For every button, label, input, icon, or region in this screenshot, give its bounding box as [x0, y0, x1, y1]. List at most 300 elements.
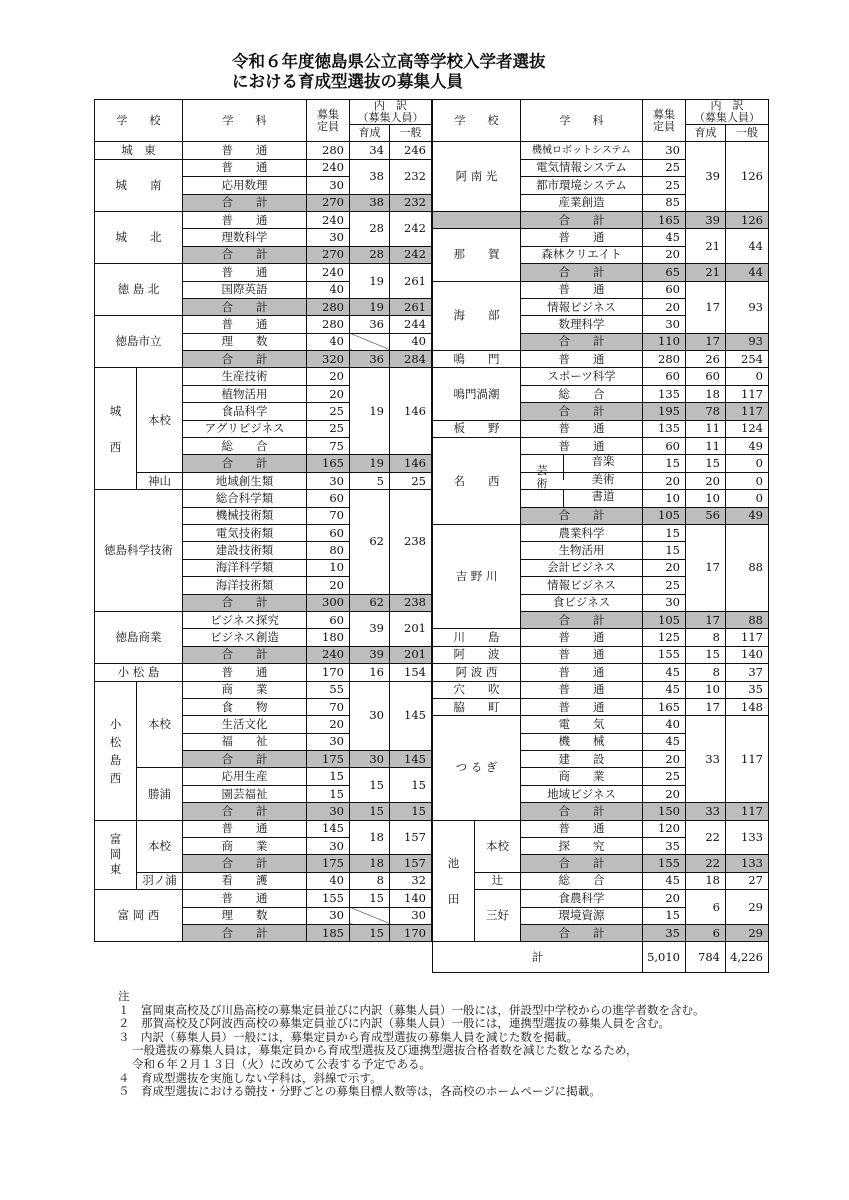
total-ippan: 238 [390, 594, 432, 611]
total-ikusei: 15 [350, 924, 390, 941]
campus-name: 勝浦 [137, 768, 183, 820]
total-ippan: 49 [726, 507, 769, 524]
dept-name: 食ビジネス [521, 594, 643, 611]
dept-name: 普 通 [521, 351, 643, 368]
ikusei-cell: 30 [350, 681, 390, 751]
total-capacity: 30 [307, 803, 350, 820]
dept-name: 応用生産 [183, 768, 307, 785]
header-ikusei: 育成 [350, 125, 390, 142]
total-capacity: 240 [307, 646, 350, 663]
total-capacity: 105 [643, 611, 686, 628]
capacity-cell: 45 [643, 733, 686, 750]
header-ippan: 一般 [390, 125, 432, 142]
total-ikusei: 30 [350, 751, 390, 768]
capacity-cell: 30 [307, 177, 350, 194]
school-name: 徳 島 北 [95, 264, 183, 316]
dept-name: 看 護 [183, 872, 307, 889]
dept-name: 書道 [591, 489, 615, 504]
ippan-cell: 148 [726, 698, 769, 715]
ippan-cell: 201 [390, 611, 432, 646]
ikusei-cell: 26 [686, 351, 726, 368]
ikusei-cell: 15 [686, 646, 726, 663]
ikusei-cell: 28 [350, 211, 390, 246]
ippan-cell: 232 [390, 159, 432, 194]
dept-name: 建 設 [521, 751, 643, 768]
capacity-cell: 20 [643, 246, 686, 263]
total-capacity: 165 [307, 455, 350, 472]
total-ippan: 29 [726, 924, 769, 941]
dept-name: 普 通 [183, 142, 307, 159]
capacity-cell: 30 [643, 142, 686, 159]
ippan-cell: 117 [726, 716, 769, 803]
geijutsu-label-spacer [521, 490, 564, 506]
capacity-cell: 15 [307, 785, 350, 802]
dept-name: 普 通 [183, 159, 307, 176]
total-capacity: 300 [307, 594, 350, 611]
ippan-cell: 145 [390, 681, 432, 751]
capacity-cell: 20 [307, 368, 350, 385]
total-label: 合 計 [521, 924, 643, 941]
school-name: 穴 吹 [433, 681, 521, 698]
dept-name: 商 業 [521, 768, 643, 785]
dept-name: 音楽 [591, 454, 615, 469]
total-ippan: 284 [390, 351, 432, 368]
dept-name: 産業創造 [521, 194, 643, 211]
dept-name: 建設技術類 [183, 542, 307, 559]
capacity-cell: 35 [643, 838, 686, 855]
grand-total-ikusei: 784 [686, 942, 726, 973]
capacity-cell: 40 [307, 872, 350, 889]
school-name: 名 西 [433, 438, 521, 525]
dept-name: 地域創生類 [183, 472, 307, 489]
dept-name: 理 数 [183, 907, 307, 924]
capacity-cell: 280 [643, 351, 686, 368]
campus-name: 本校 [137, 820, 183, 872]
dept-name: 食 物 [183, 698, 307, 715]
school-name: 富 岡 東 [95, 820, 137, 890]
school-name: 城 北 [95, 211, 183, 263]
dept-name: 国際英語 [183, 281, 307, 298]
dept-name: 総 合 [521, 872, 643, 889]
capacity-cell: 20 [307, 716, 350, 733]
capacity-cell: 40 [307, 281, 350, 298]
total-capacity: 195 [643, 403, 686, 420]
total-label: 合 計 [521, 264, 643, 281]
capacity-cell: 60 [643, 368, 686, 385]
ippan-cell: 140 [726, 646, 769, 663]
dept-name: 普 通 [183, 890, 307, 907]
capacity-cell: 45 [643, 681, 686, 698]
total-ikusei: 17 [686, 333, 726, 350]
total-ikusei: 15 [350, 803, 390, 820]
dept-name: 森林クリエイト [521, 246, 643, 263]
total-ikusei: 38 [350, 194, 390, 211]
capacity-cell: 170 [307, 664, 350, 681]
total-capacity: 280 [307, 298, 350, 315]
capacity-cell: 80 [307, 542, 350, 559]
ippan-cell: 40 [390, 333, 432, 350]
total-ikusei: 62 [350, 594, 390, 611]
school-name: 城 西 [95, 368, 137, 490]
dept-name: 数理科学 [521, 316, 643, 333]
ippan-cell: 0 [726, 490, 769, 507]
capacity-cell: 20 [643, 890, 686, 907]
school-name: 城 南 [95, 159, 183, 211]
capacity-cell: 20 [643, 559, 686, 576]
dept-name: 植物活用 [183, 385, 307, 402]
dept-name: 普 通 [521, 629, 643, 646]
capacity-cell: 25 [643, 159, 686, 176]
ippan-cell: 93 [726, 281, 769, 333]
total-label: 合 計 [183, 803, 307, 820]
ippan-cell: 261 [390, 264, 432, 299]
total-ikusei: 19 [350, 298, 390, 315]
dept-name: 普 通 [183, 316, 307, 333]
capacity-cell: 125 [643, 629, 686, 646]
total-ikusei: 18 [350, 855, 390, 872]
capacity-cell: 60 [643, 438, 686, 455]
ippan-cell: 0 [726, 455, 769, 472]
dept-name: 食農科学 [521, 890, 643, 907]
ikusei-cell: 15 [686, 455, 726, 472]
capacity-cell: 60 [307, 490, 350, 507]
school-name: 阿 南 光 [433, 142, 521, 212]
capacity-cell: 45 [643, 229, 686, 246]
capacity-cell: 240 [307, 211, 350, 228]
dept-name: 総 合 [183, 438, 307, 455]
ippan-cell: 157 [390, 820, 432, 855]
total-label: 合 計 [521, 803, 643, 820]
title-line-1: 令和６年度徳島県公立高等学校入学者選抜 [232, 52, 546, 71]
dept-name: 園芸福祉 [183, 785, 307, 802]
school-name: 徳島商業 [95, 611, 183, 663]
dept-name: 普 通 [183, 664, 307, 681]
ippan-cell: 30 [390, 907, 432, 924]
ikusei-cell: 36 [350, 316, 390, 333]
ippan-cell: 32 [390, 872, 432, 889]
capacity-cell: 30 [307, 472, 350, 489]
capacity-cell: 20 [307, 385, 350, 402]
dept-name: 総合科学類 [183, 490, 307, 507]
capacity-cell: 15 [643, 542, 686, 559]
ippan-cell: 29 [726, 890, 769, 925]
diagonal-slash-cell [350, 333, 390, 350]
ikusei-cell: 38 [350, 159, 390, 194]
ikusei-cell: 19 [350, 264, 390, 299]
school-name: 吉 野 川 [433, 524, 521, 628]
total-ikusei: 22 [686, 855, 726, 872]
total-label: 合 計 [183, 455, 307, 472]
total-ikusei: 78 [686, 403, 726, 420]
ikusei-cell: 39 [350, 611, 390, 646]
total-capacity: 270 [307, 246, 350, 263]
school-name: 鳴門渦潮 [433, 368, 521, 420]
capacity-cell: 45 [643, 664, 686, 681]
capacity-cell: 135 [643, 420, 686, 437]
dept-name: 普 通 [183, 264, 307, 281]
school-name: 徳島市立 [95, 316, 183, 368]
dept-name: 普 通 [521, 664, 643, 681]
ikusei-cell: 15 [350, 768, 390, 803]
dept-name: 普 通 [521, 820, 643, 837]
capacity-cell: 25 [643, 768, 686, 785]
total-label: 合 計 [183, 751, 307, 768]
school-name: 城 東 [95, 142, 183, 159]
school-name: 小 松 島 [95, 664, 183, 681]
campus-name: 本校 [475, 820, 521, 872]
total-label: 合 計 [183, 924, 307, 941]
ippan-cell: 124 [726, 420, 769, 437]
total-ippan: 242 [390, 246, 432, 263]
capacity-cell: 280 [307, 142, 350, 159]
total-ippan: 15 [390, 803, 432, 820]
total-label: 合 計 [521, 855, 643, 872]
dept-name: 機械ロボットシステム [521, 142, 643, 159]
total-ikusei: 21 [686, 264, 726, 281]
header-school: 学 校 [95, 100, 183, 142]
ikusei-cell: 19 [350, 368, 390, 455]
total-capacity: 105 [643, 507, 686, 524]
school-total-spacer [433, 211, 521, 228]
dept-name: 都市環境システム [521, 177, 643, 194]
total-ikusei: 39 [686, 211, 726, 228]
ikusei-cell: 16 [350, 664, 390, 681]
capacity-cell: 20 [643, 785, 686, 802]
dept-name: 普 通 [521, 229, 643, 246]
capacity-cell: 30 [307, 229, 350, 246]
ikusei-cell: 18 [350, 820, 390, 855]
dept-name: 理数科学 [183, 229, 307, 246]
ikusei-cell: 10 [686, 490, 726, 507]
title-line-2: における育成型選抜の募集人員 [232, 72, 463, 91]
dept-name: 普 通 [183, 211, 307, 228]
total-capacity: 35 [643, 924, 686, 941]
capacity-cell: 240 [307, 264, 350, 281]
capacity-cell: 15 [643, 907, 686, 924]
total-ikusei: 33 [686, 803, 726, 820]
dept-name: 食品科学 [183, 403, 307, 420]
header-dept: 学 科 [521, 100, 643, 142]
capacity-cell: 135 [643, 385, 686, 402]
dept-name: 普 通 [521, 420, 643, 437]
ikusei-cell: 8 [686, 629, 726, 646]
capacity-cell: 20 [307, 577, 350, 594]
school-name: つ る ぎ [433, 716, 521, 820]
ippan-cell: 140 [390, 890, 432, 907]
dept-name: 電 気 [521, 716, 643, 733]
capacity-cell: 30 [307, 907, 350, 924]
dept-name: 環境資源 [521, 907, 643, 924]
notes-heading: 注 [118, 989, 130, 1003]
header-capacity: 募集 定員 [307, 100, 350, 142]
dept-name: 普 通 [521, 438, 643, 455]
ippan-cell: 126 [726, 142, 769, 212]
dept-name: ビジネス探究 [183, 611, 307, 628]
capacity-cell: 25 [643, 177, 686, 194]
capacity-cell: 280 [307, 316, 350, 333]
dept-name: 地域ビジネス [521, 785, 643, 802]
total-capacity: 175 [307, 855, 350, 872]
note-2: ２ 那賀高校及び阿波西高校の募集定員並びに内訳（募集人員）一般には，連携型選抜の募集人員を含む。 [118, 1016, 670, 1031]
school-name: 脇 町 [433, 698, 521, 715]
total-capacity: 270 [307, 194, 350, 211]
diagonal-slash-cell [350, 907, 390, 924]
total-capacity: 165 [643, 211, 686, 228]
capacity-cell: 25 [643, 577, 686, 594]
ippan-cell: 117 [726, 385, 769, 402]
school-name: 徳島科学技術 [95, 490, 183, 612]
dept-name: 普 通 [521, 681, 643, 698]
total-ippan: 170 [390, 924, 432, 941]
total-ippan: 145 [390, 751, 432, 768]
total-ippan: 201 [390, 646, 432, 663]
ippan-cell: 37 [726, 664, 769, 681]
arts-dept-cell [521, 463, 643, 490]
capacity-cell: 120 [643, 820, 686, 837]
total-ippan: 44 [726, 264, 769, 281]
ikusei-cell: 6 [686, 890, 726, 925]
school-name: 阿 波 [433, 646, 521, 663]
ikusei-cell: 17 [686, 281, 726, 333]
dept-name: 海洋技術類 [183, 577, 307, 594]
total-label: 合 計 [183, 194, 307, 211]
capacity-cell: 145 [307, 820, 350, 837]
header-capacity: 募集 定員 [643, 100, 686, 142]
total-label: 合 計 [521, 403, 643, 420]
arts-dept-cell [521, 490, 643, 507]
campus-name: 辻 [475, 872, 521, 889]
capacity-cell: 155 [307, 890, 350, 907]
dept-name: 普 通 [521, 646, 643, 663]
note-4: ４ 育成型選抜を実施しない学科は，斜線で示す。 [118, 1070, 382, 1085]
capacity-cell: 75 [307, 438, 350, 455]
total-label: 合 計 [183, 855, 307, 872]
capacity-cell: 180 [307, 629, 350, 646]
left-table [94, 99, 432, 942]
capacity-cell: 40 [643, 716, 686, 733]
capacity-cell: 15 [643, 524, 686, 541]
dept-name: 普 通 [521, 281, 643, 298]
school-name: 那 賀 [433, 229, 521, 281]
total-label: 合 計 [521, 507, 643, 524]
ikusei-cell: 18 [686, 385, 726, 402]
school-name: 川 島 [433, 629, 521, 646]
capacity-cell: 60 [307, 611, 350, 628]
total-ippan: 117 [726, 803, 769, 820]
dept-name: 商 業 [183, 681, 307, 698]
ikusei-cell: 8 [686, 664, 726, 681]
header-dept: 学 科 [183, 100, 307, 142]
ippan-cell: 133 [726, 820, 769, 855]
note-1: １ 富岡東高校及び川島高校の募集定員並びに内訳（募集人員）一般には，併設型中学校からの進学者数を含む。 [118, 1002, 705, 1017]
ikusei-cell: 18 [686, 872, 726, 889]
total-ippan: 88 [726, 611, 769, 628]
capacity-cell: 10 [307, 559, 350, 576]
total-label: 合 計 [521, 211, 643, 228]
ippan-cell: 117 [726, 629, 769, 646]
dept-name: 電気技術類 [183, 524, 307, 541]
dept-name: 電気情報システム [521, 159, 643, 176]
capacity-cell: 30 [643, 594, 686, 611]
total-ippan: 261 [390, 298, 432, 315]
total-label: 合 計 [183, 246, 307, 263]
capacity-cell: 40 [307, 333, 350, 350]
header-ikusei: 育成 [686, 125, 726, 142]
capacity-cell: 45 [643, 872, 686, 889]
ikusei-cell: 21 [686, 229, 726, 264]
dept-name: 生活文化 [183, 716, 307, 733]
total-capacity: 185 [307, 924, 350, 941]
ippan-cell: 27 [726, 872, 769, 889]
right-table [432, 99, 769, 973]
capacity-cell: 25 [307, 403, 350, 420]
ikusei-cell: 11 [686, 438, 726, 455]
ippan-cell: 246 [390, 142, 432, 159]
campus-name: 本校 [137, 368, 183, 472]
ikusei-cell: 5 [350, 472, 390, 489]
note-3: ３ 内訳（募集人員）一般には，募集定員から育成型選抜の募集人員を減じた数を掲載。 [118, 1029, 578, 1044]
school-name: 板 野 [433, 420, 521, 437]
note-3-date: 令和６年２月１３日（火）に改めて公表する予定である。 [132, 1056, 431, 1071]
ikusei-cell: 22 [686, 820, 726, 855]
capacity-cell: 20 [643, 751, 686, 768]
document-title [232, 52, 546, 92]
dept-name: 商 業 [183, 838, 307, 855]
total-ippan: 126 [726, 211, 769, 228]
dept-name: 美術 [591, 471, 615, 486]
campus-name: 本校 [137, 681, 183, 768]
header-school: 学 校 [433, 100, 521, 142]
ippan-cell: 15 [390, 768, 432, 803]
school-name: 富 岡 西 [95, 890, 183, 942]
total-label: 合 計 [521, 333, 643, 350]
capacity-cell: 70 [307, 507, 350, 524]
ippan-cell: 146 [390, 368, 432, 455]
total-label: 合 計 [183, 594, 307, 611]
ikusei-cell: 60 [686, 368, 726, 385]
capacity-cell: 15 [643, 455, 686, 472]
ippan-cell: 44 [726, 229, 769, 264]
total-label: 合 計 [183, 646, 307, 663]
ippan-cell: 88 [726, 524, 769, 611]
ikusei-cell: 11 [686, 420, 726, 437]
total-capacity: 175 [307, 751, 350, 768]
school-name: 鳴 門 [433, 351, 521, 368]
ikusei-cell: 33 [686, 716, 726, 803]
school-name: 池 田 [433, 820, 475, 942]
ippan-cell: 254 [726, 351, 769, 368]
note-3-continued: 一般選抜の募集人員は，募集定員から育成型選抜及び連携型選抜合格者数を減じた数となるため， [132, 1043, 638, 1058]
total-ikusei: 39 [350, 646, 390, 663]
note-5: ５ 育成型選抜における競技・分野ごとの募集目標人数等は，各高校のホームページに掲載。 [118, 1084, 601, 1099]
dept-name: 機 械 [521, 733, 643, 750]
total-ikusei: 28 [350, 246, 390, 263]
total-label: 合 計 [183, 351, 307, 368]
dept-name: 探 究 [521, 838, 643, 855]
total-ikusei: 19 [350, 455, 390, 472]
ikusei-cell: 17 [686, 524, 726, 611]
dept-name: 福 祉 [183, 733, 307, 750]
ippan-cell: 0 [726, 368, 769, 385]
total-label: 合 計 [183, 298, 307, 315]
ikusei-cell: 20 [686, 472, 726, 489]
ippan-cell: 154 [390, 664, 432, 681]
campus-name: 神山 [137, 472, 183, 489]
ippan-cell: 49 [726, 438, 769, 455]
total-capacity: 65 [643, 264, 686, 281]
capacity-cell: 60 [643, 281, 686, 298]
dept-name: 機械技術類 [183, 507, 307, 524]
